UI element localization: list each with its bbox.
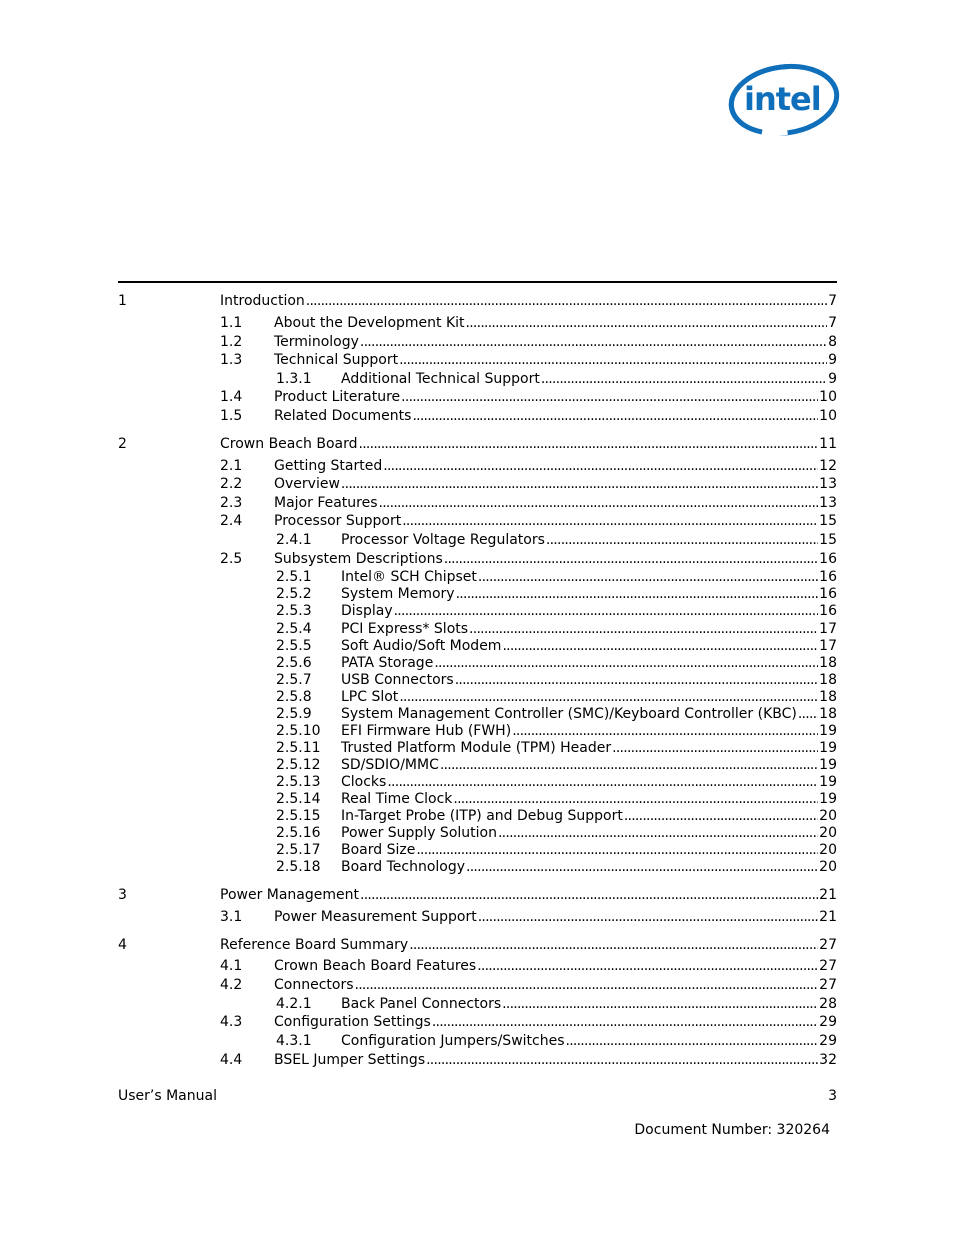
toc-dot-leader	[440, 757, 818, 774]
toc-entry-page: 27	[819, 958, 837, 974]
toc-dot-leader	[434, 655, 818, 672]
toc-entry-number: 2.5.8	[276, 689, 312, 705]
toc-entry-number: 2.5.18	[276, 859, 321, 875]
toc-entry-number: 3	[118, 887, 127, 903]
toc-dot-leader	[541, 371, 827, 388]
toc-entry[interactable]	[0, 551, 954, 568]
toc-dot-leader	[399, 352, 827, 369]
toc-entry-number: 2.5.5	[276, 638, 312, 654]
toc-entry[interactable]	[0, 334, 954, 351]
toc-entry-title: Soft Audio/Soft Modem	[341, 638, 502, 654]
toc-dot-leader	[383, 458, 818, 475]
toc-entry-title: PATA Storage	[341, 655, 434, 671]
toc-dot-leader	[566, 1033, 819, 1050]
toc-entry-number: 4.2.1	[276, 996, 312, 1012]
toc-entry-number: 1.2	[220, 334, 243, 350]
toc-dot-leader	[412, 408, 818, 425]
toc-entry-number: 4.1	[220, 958, 243, 974]
toc-entry-title: Clocks	[341, 774, 387, 790]
toc-entry-title: Power Measurement Support	[274, 909, 477, 925]
toc-dot-leader	[466, 859, 818, 876]
toc-entry[interactable]	[0, 638, 954, 655]
toc-entry[interactable]	[0, 352, 954, 369]
toc-dot-leader	[455, 672, 818, 689]
toc-entry-number: 2.5.16	[276, 825, 321, 841]
toc-entry-title: Connectors	[274, 977, 354, 993]
toc-entry-number: 4.3	[220, 1014, 243, 1030]
toc-entry-page: 20	[819, 842, 837, 858]
toc-entry[interactable]	[0, 842, 954, 859]
toc-dot-leader	[360, 887, 818, 904]
toc-entry[interactable]	[0, 859, 954, 876]
toc-entry-page: 13	[819, 476, 837, 492]
toc-entry-number: 2.5.1	[276, 569, 312, 585]
toc-entry-page: 27	[819, 937, 837, 953]
toc-dot-leader	[546, 532, 818, 549]
toc-entry[interactable]	[0, 937, 954, 954]
toc-entry-page: 20	[819, 859, 837, 875]
toc-entry-title: Reference Board Summary	[220, 937, 409, 953]
toc-entry-page: 17	[819, 638, 837, 654]
toc-entry[interactable]	[0, 689, 954, 706]
toc-entry-title: Intel® SCH Chipset	[341, 569, 477, 585]
toc-entry-number: 2.5.7	[276, 672, 312, 688]
toc-entry-number: 1.3.1	[276, 371, 312, 387]
toc-entry-page: 18	[819, 706, 837, 722]
toc-entry-title: Back Panel Connectors	[341, 996, 502, 1012]
toc-dot-leader	[798, 706, 818, 723]
toc-entry-title: Crown Beach Board Features	[274, 958, 477, 974]
toc-entry-number: 4	[118, 937, 127, 953]
toc-entry[interactable]	[0, 1033, 954, 1050]
toc-entry-number: 3.1	[220, 909, 243, 925]
toc-dot-leader	[399, 689, 818, 706]
toc-entry-number: 2.4	[220, 513, 243, 529]
toc-entry-page: 20	[819, 825, 837, 841]
toc-dot-leader	[498, 825, 818, 842]
toc-entry-page: 9	[828, 352, 837, 368]
toc-dot-leader	[359, 436, 819, 453]
toc-entry-page: 10	[819, 408, 837, 424]
toc-dot-leader	[432, 1014, 818, 1031]
toc-dot-leader	[478, 909, 818, 926]
toc-entry-title: Configuration Settings	[274, 1014, 431, 1030]
toc-entry-number: 2.2	[220, 476, 243, 492]
toc-dot-leader	[409, 937, 818, 954]
toc-entry-number: 2.5.2	[276, 586, 312, 602]
toc-entry-page: 19	[819, 740, 837, 756]
toc-dot-leader	[512, 723, 818, 740]
toc-entry-title: SD/SDIO/MMC	[341, 757, 439, 773]
toc-dot-leader	[387, 774, 818, 791]
toc-entry[interactable]	[0, 996, 954, 1013]
toc-entry-page: 15	[819, 513, 837, 529]
toc-entry-title: Processor Voltage Regulators	[341, 532, 545, 548]
toc-entry-page: 21	[819, 909, 837, 925]
toc-dot-leader	[478, 569, 818, 586]
toc-entry-title: Additional Technical Support	[341, 371, 540, 387]
toc-entry[interactable]	[0, 532, 954, 549]
toc-entry-page: 16	[819, 569, 837, 585]
intel-logo-text: intel	[744, 80, 821, 118]
toc-entry-page: 18	[819, 655, 837, 671]
toc-entry[interactable]	[0, 586, 954, 603]
toc-entry[interactable]	[0, 293, 954, 310]
toc-entry-page: 16	[819, 603, 837, 619]
toc-entry-number: 2.5.3	[276, 603, 312, 619]
toc-dot-leader	[360, 334, 827, 351]
toc-entry-number: 2.3	[220, 495, 243, 511]
toc-entry-page: 7	[828, 315, 837, 331]
toc-dot-leader	[502, 638, 818, 655]
toc-entry[interactable]	[0, 569, 954, 586]
toc-entry-title: Configuration Jumpers/Switches	[341, 1033, 565, 1049]
toc-entry[interactable]	[0, 621, 954, 638]
toc-entry-number: 2.5.13	[276, 774, 321, 790]
toc-entry-title: Crown Beach Board	[220, 436, 358, 452]
toc-entry-page: 18	[819, 689, 837, 705]
toc-entry-page: 11	[819, 436, 837, 452]
toc-dot-leader	[502, 996, 818, 1013]
toc-entry-page: 19	[819, 774, 837, 790]
toc-entry-page: 18	[819, 672, 837, 688]
toc-entry-title: Power Management	[220, 887, 360, 903]
toc-entry-title: PCI Express* Slots	[341, 621, 469, 637]
toc-entry-page: 28	[819, 996, 837, 1012]
toc-entry-page: 19	[819, 723, 837, 739]
toc-entry-title: Processor Support	[274, 513, 402, 529]
toc-entry[interactable]	[0, 791, 954, 808]
toc-entry-page: 32	[819, 1052, 837, 1068]
toc-entry-title: Product Literature	[274, 389, 401, 405]
toc-entry-number: 2.5.11	[276, 740, 321, 756]
toc-entry-title: Overview	[274, 476, 340, 492]
toc-entry-title: Major Features	[274, 495, 378, 511]
toc-dot-leader	[456, 586, 819, 603]
toc-entry-page: 7	[828, 293, 837, 309]
toc-entry-title: EFI Firmware Hub (FWH)	[341, 723, 512, 739]
toc-entry-page: 19	[819, 757, 837, 773]
toc-entry-page: 27	[819, 977, 837, 993]
toc-entry-number: 1.3	[220, 352, 243, 368]
toc-entry-number: 2.4.1	[276, 532, 312, 548]
toc-entry[interactable]	[0, 887, 954, 904]
toc-entry-page: 15	[819, 532, 837, 548]
toc-entry-page: 16	[819, 551, 837, 567]
toc-dot-leader	[355, 977, 819, 994]
toc-dot-leader	[402, 513, 818, 530]
toc-entry-page: 8	[828, 334, 837, 350]
toc-entry-title: BSEL Jumper Settings	[274, 1052, 426, 1068]
toc-entry-page: 19	[819, 791, 837, 807]
toc-dot-leader	[444, 551, 818, 568]
toc-entry-number: 4.2	[220, 977, 243, 993]
toc-entry-title: USB Connectors	[341, 672, 454, 688]
toc-entry[interactable]	[0, 958, 954, 975]
toc-entry[interactable]	[0, 757, 954, 774]
toc-entry[interactable]	[0, 315, 954, 332]
toc-entry-title: Board Technology	[341, 859, 466, 875]
toc-dot-leader	[341, 476, 818, 493]
toc-dot-leader	[379, 495, 819, 512]
toc-entry-page: 20	[819, 808, 837, 824]
toc-entry-page: 10	[819, 389, 837, 405]
toc-entry[interactable]	[0, 706, 954, 723]
toc-dot-leader	[469, 621, 818, 638]
toc-entry-title: Board Size	[341, 842, 416, 858]
toc-entry-page: 17	[819, 621, 837, 637]
toc-entry[interactable]	[0, 977, 954, 994]
toc-entry-page: 21	[819, 887, 837, 903]
footer-manual-label: User’s Manual	[118, 1088, 217, 1104]
toc-entry-number: 2.5.15	[276, 808, 321, 824]
toc-entry-title: Related Documents	[274, 408, 412, 424]
toc-entry-page: 16	[819, 586, 837, 602]
toc-entry-title: Trusted Platform Module (TPM) Header	[341, 740, 612, 756]
toc-entry[interactable]	[0, 408, 954, 425]
toc-dot-leader	[416, 842, 818, 859]
toc-entry-number: 2.5.6	[276, 655, 312, 671]
toc-entry[interactable]	[0, 458, 954, 475]
toc-entry[interactable]	[0, 389, 954, 406]
toc-entry[interactable]	[0, 825, 954, 842]
toc-entry-number: 2.1	[220, 458, 243, 474]
toc-entry-page: 13	[819, 495, 837, 511]
toc-entry[interactable]	[0, 909, 954, 926]
toc-entry-page: 29	[819, 1033, 837, 1049]
toc-entry[interactable]	[0, 603, 954, 620]
toc-entry[interactable]	[0, 371, 954, 388]
toc-entry[interactable]	[0, 1014, 954, 1031]
toc-entry-number: 2.5.10	[276, 723, 321, 739]
toc-entry-number: 2.5.17	[276, 842, 321, 858]
toc-dot-leader	[426, 1052, 818, 1069]
toc-entry-page: 29	[819, 1014, 837, 1030]
toc-entry-title: Technical Support	[274, 352, 399, 368]
toc-entry-number: 4.4	[220, 1052, 243, 1068]
toc-entry-number: 2.5.14	[276, 791, 321, 807]
toc-dot-leader	[612, 740, 818, 757]
toc-dot-leader	[394, 603, 819, 620]
toc-entry-page: 12	[819, 458, 837, 474]
toc-entry[interactable]	[0, 740, 954, 757]
toc-entry-title: Power Supply Solution	[341, 825, 497, 841]
toc-entry-title: Getting Started	[274, 458, 383, 474]
toc-entry[interactable]	[0, 672, 954, 689]
toc-entry-title: LPC Slot	[341, 689, 399, 705]
toc-entry-title: About the Development Kit	[274, 315, 465, 331]
toc-entry[interactable]	[0, 1052, 954, 1069]
toc-entry[interactable]	[0, 808, 954, 825]
toc-entry-title: Introduction	[220, 293, 305, 309]
toc-dot-leader	[306, 293, 827, 310]
toc-entry[interactable]	[0, 655, 954, 672]
toc-entry[interactable]	[0, 774, 954, 791]
toc-entry-number: 2.5.4	[276, 621, 312, 637]
toc-entry-page: 9	[828, 371, 837, 387]
toc-entry-number: 1.1	[220, 315, 243, 331]
toc-dot-leader	[453, 791, 818, 808]
toc-dot-leader	[466, 315, 828, 332]
toc-entry-number: 4.3.1	[276, 1033, 312, 1049]
toc-entry-number: 1.5	[220, 408, 243, 424]
toc-entry-title: System Memory	[341, 586, 455, 602]
toc-entry-title: System Management Controller (SMC)/Keyboard Controller (KBC)	[341, 706, 797, 722]
toc-entry-number: 2	[118, 436, 127, 452]
toc-entry-title: Terminology	[274, 334, 359, 350]
toc-entry-title: Subsystem Descriptions	[274, 551, 443, 567]
toc-entry-title: Real Time Clock	[341, 791, 453, 807]
toc-entry-number: 2.5.12	[276, 757, 321, 773]
toc-dot-leader	[401, 389, 818, 406]
toc-entry[interactable]	[0, 723, 954, 740]
toc-entry-title: Display	[341, 603, 393, 619]
toc-entry[interactable]	[0, 495, 954, 512]
toc-entry-number: 2.5	[220, 551, 243, 567]
footer-page-number: 3	[828, 1088, 837, 1104]
toc-entry[interactable]	[0, 476, 954, 493]
toc-entry[interactable]	[0, 513, 954, 530]
toc-entry-number: 1	[118, 293, 127, 309]
toc-dot-leader	[477, 958, 818, 975]
footer-document-number: Document Number: 320264	[634, 1122, 830, 1138]
toc-entry-number: 1.4	[220, 389, 243, 405]
toc-entry-number: 2.5.9	[276, 706, 312, 722]
toc-dot-leader	[624, 808, 818, 825]
toc-entry-title: In-Target Probe (ITP) and Debug Support	[341, 808, 623, 824]
toc-entry[interactable]	[0, 436, 954, 453]
